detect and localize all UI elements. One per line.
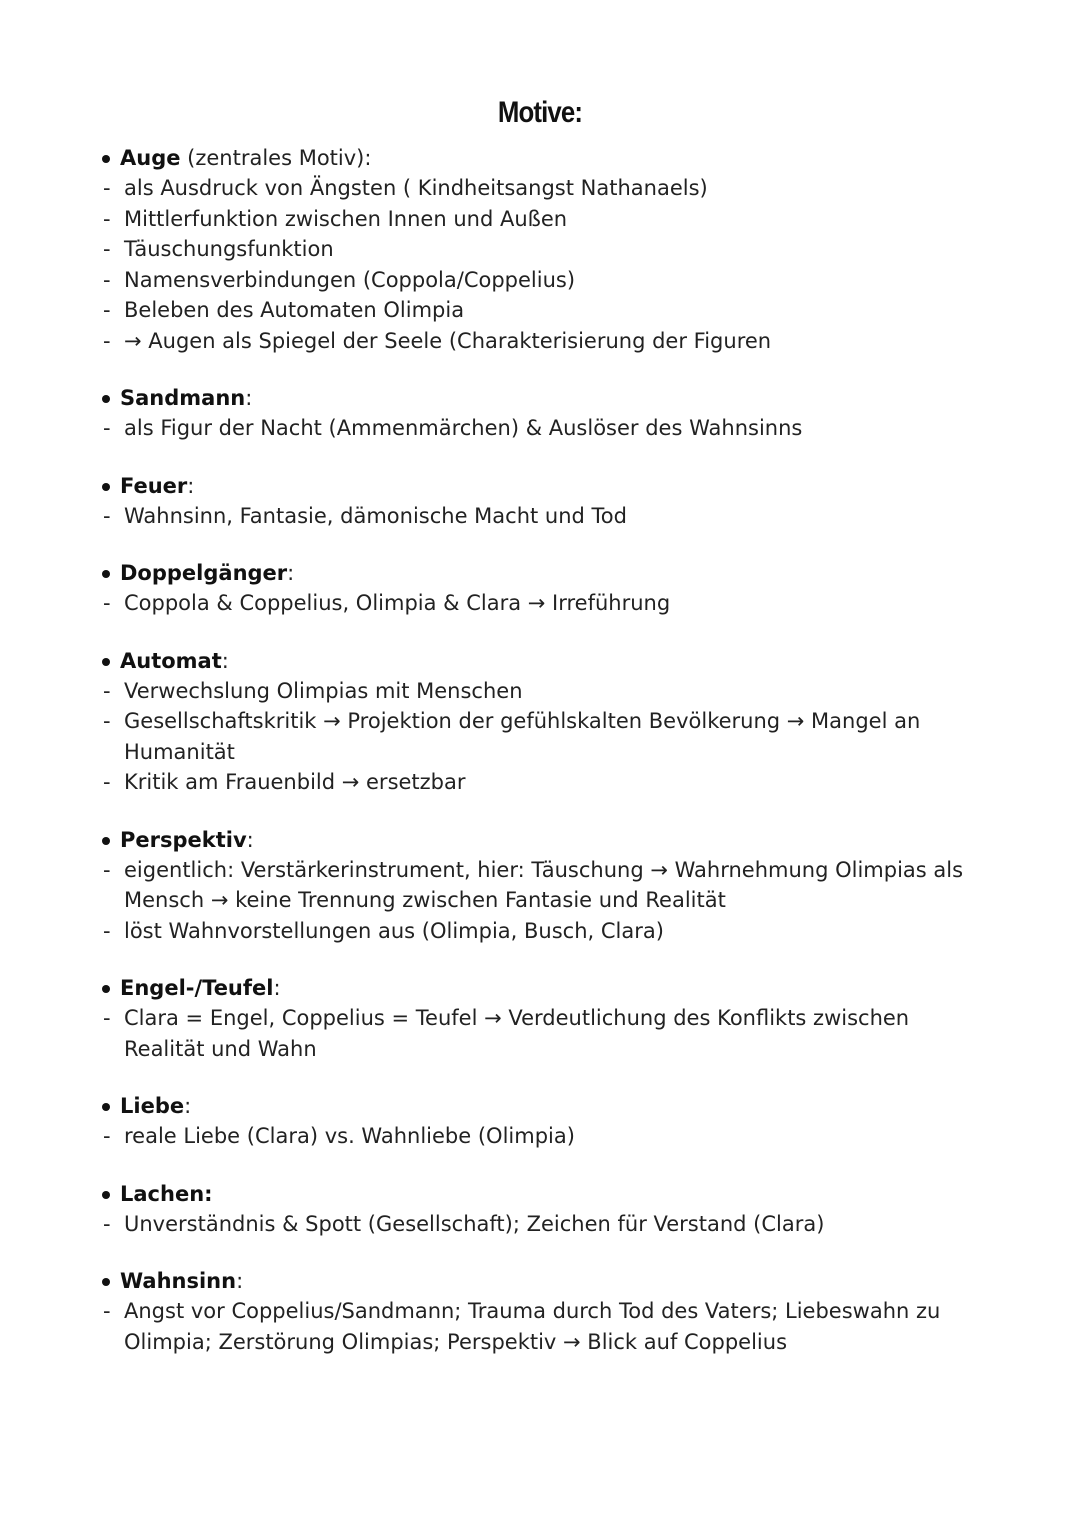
motif-list-item [0,855,1080,916]
motif-heading-suffix: : [245,386,253,410]
motif-item-text: → Augen als Spiegel der Seele (Charakterisierung der Figuren [124,328,772,353]
motif-heading-suffix: (zentrales Motiv): [180,146,372,170]
motif-item-text: als Ausdruck von Ängsten ( Kindheitsangst Nathanaels) [124,176,708,200]
motif-heading [0,646,1080,676]
dash-bullet-icon: - [103,1124,111,1148]
motif-section [0,825,1080,947]
dash-bullet-icon: - [103,591,111,615]
page-title: Motive: [497,96,583,129]
motif-heading-label: Perspektiv [120,827,247,852]
motif-heading-suffix: : [287,561,295,585]
motif-list-item [0,295,1080,326]
motif-list-item [0,1296,1080,1357]
bullet-dot-icon [102,1191,110,1199]
dash-bullet-icon: - [103,1006,111,1030]
motif-item-text: Täuschungsfunktion [124,237,334,261]
motif-heading-suffix: : [246,827,254,852]
motif-list-item [0,588,1080,619]
motif-heading-label: Lachen: [120,1181,213,1206]
motif-heading-label: Auge [120,146,181,170]
motif-item-text: Kritik am Frauenbild → ersetzbar [124,770,466,794]
motif-section [0,973,1080,1064]
dash-bullet-icon: - [103,176,111,200]
section-spacer [0,1152,1080,1179]
motif-section [0,383,1080,444]
motif-heading-label: Liebe [120,1094,185,1118]
motif-heading-suffix: : [187,473,195,498]
dash-bullet-icon: - [103,918,111,943]
section-spacer [0,798,1080,825]
motif-heading [0,558,1080,588]
bullet-dot-icon [102,658,110,666]
motif-section [0,1091,1080,1152]
motif-list-item [0,916,1080,947]
section-spacer [0,356,1080,383]
dash-bullet-icon: - [103,328,111,353]
motif-section [0,646,1080,798]
motif-list-item [0,265,1080,296]
motif-item-text: Coppola & Coppelius, Olimpia & Clara → Irreführung [124,591,671,615]
dash-bullet-icon: - [103,503,111,528]
motive-list [0,143,1080,1357]
motif-section [0,1266,1080,1357]
motif-heading [0,973,1080,1003]
bullet-dot-icon [102,395,110,403]
motif-heading-label: Sandmann [120,386,246,410]
motif-heading-label: Doppelgänger [120,561,288,585]
motif-heading [0,1091,1080,1121]
motif-heading [0,383,1080,413]
motif-item-text: Unverständnis & Spott (Gesellschaft); Zeichen für Verstand (Clara) [124,1211,825,1236]
bullet-dot-icon [102,483,110,491]
motif-list-item [0,173,1080,204]
motif-heading-label: Feuer [120,473,188,498]
motif-list-item [0,1003,1080,1064]
motif-item-text: eigentlich: Verstärkerinstrument, hier: Täuschung → Wahrnehmung Olimpias als Mensch → keine Trennung zwischen Fantasie und Realität [124,857,964,912]
dash-bullet-icon: - [103,1299,111,1323]
dash-bullet-icon: - [103,857,111,882]
motif-list-item [0,234,1080,265]
bullet-dot-icon [102,155,110,163]
bullet-dot-icon [102,985,110,993]
motif-item-text: Mittlerfunktion zwischen Innen und Außen [124,206,568,231]
bullet-dot-icon [102,570,110,578]
motif-section [0,1179,1080,1240]
section-spacer [0,619,1080,646]
motif-section [0,558,1080,619]
motif-item-text: reale Liebe (Clara) vs. Wahnliebe (Olimpia) [124,1124,575,1148]
motif-list-item [0,204,1080,235]
motif-heading-suffix: : [236,1269,244,1293]
section-spacer [0,444,1080,471]
motif-item-text: Namensverbindungen (Coppola/Coppelius) [124,267,576,292]
motif-list-item [0,1121,1080,1152]
motif-heading [0,1179,1080,1209]
dash-bullet-icon: - [103,267,111,292]
dash-bullet-icon: - [103,678,111,703]
motif-heading-suffix: : [273,976,281,1000]
motif-item-text: löst Wahnvorstellungen aus (Olimpia, Busch, Clara) [124,918,664,943]
motif-heading [0,825,1080,855]
motif-heading-suffix: : [221,648,229,673]
motif-heading-label: Automat [120,648,222,673]
dash-bullet-icon: - [103,1211,111,1236]
motif-heading-label: Engel-/Teufel [120,976,274,1000]
motif-section [0,471,1080,532]
motif-list-item [0,676,1080,707]
dash-bullet-icon: - [103,416,111,440]
motif-list-item [0,413,1080,444]
dash-bullet-icon: - [103,709,111,733]
motif-heading-suffix: : [184,1094,192,1118]
motif-item-text: Gesellschaftskritik → Projektion der gefühlskalten Bevölkerung → Mangel an Humanität [124,709,921,764]
motif-item-text: Angst vor Coppelius/Sandmann; Trauma durch Tod des Vaters; Liebeswahn zu Olimpia; Zerstörung Olimpias; Perspektiv → Blick auf Coppelius [124,1299,941,1354]
section-spacer [0,531,1080,558]
motif-list-item [0,501,1080,532]
motif-heading [0,471,1080,501]
motif-list-item [0,706,1080,767]
motif-section [0,143,1080,356]
dash-bullet-icon: - [103,770,111,794]
motif-item-text: Verwechslung Olimpias mit Menschen [124,678,523,703]
motif-list-item [0,326,1080,357]
bullet-dot-icon [102,1103,110,1111]
section-spacer [0,1239,1080,1266]
motif-item-text: Beleben des Automaten Olimpia [124,298,465,322]
section-spacer [0,1064,1080,1091]
bullet-dot-icon [102,1278,110,1286]
motif-heading [0,1266,1080,1296]
motif-item-text: Clara = Engel, Coppelius = Teufel → Verdeutlichung des Konflikts zwischen Realität und Wahn [124,1006,910,1061]
motif-item-text: als Figur der Nacht (Ammenmärchen) & Auslöser des Wahnsinns [124,416,803,440]
dash-bullet-icon: - [103,298,111,322]
bullet-dot-icon [102,837,110,845]
section-spacer [0,946,1080,973]
dash-bullet-icon: - [103,206,111,231]
dash-bullet-icon: - [103,237,111,261]
motif-heading-label: Wahnsinn [120,1269,237,1293]
motif-heading [0,143,1080,173]
motif-list-item [0,767,1080,798]
motif-list-item [0,1209,1080,1240]
motif-item-text: Wahnsinn, Fantasie, dämonische Macht und Tod [124,503,627,528]
